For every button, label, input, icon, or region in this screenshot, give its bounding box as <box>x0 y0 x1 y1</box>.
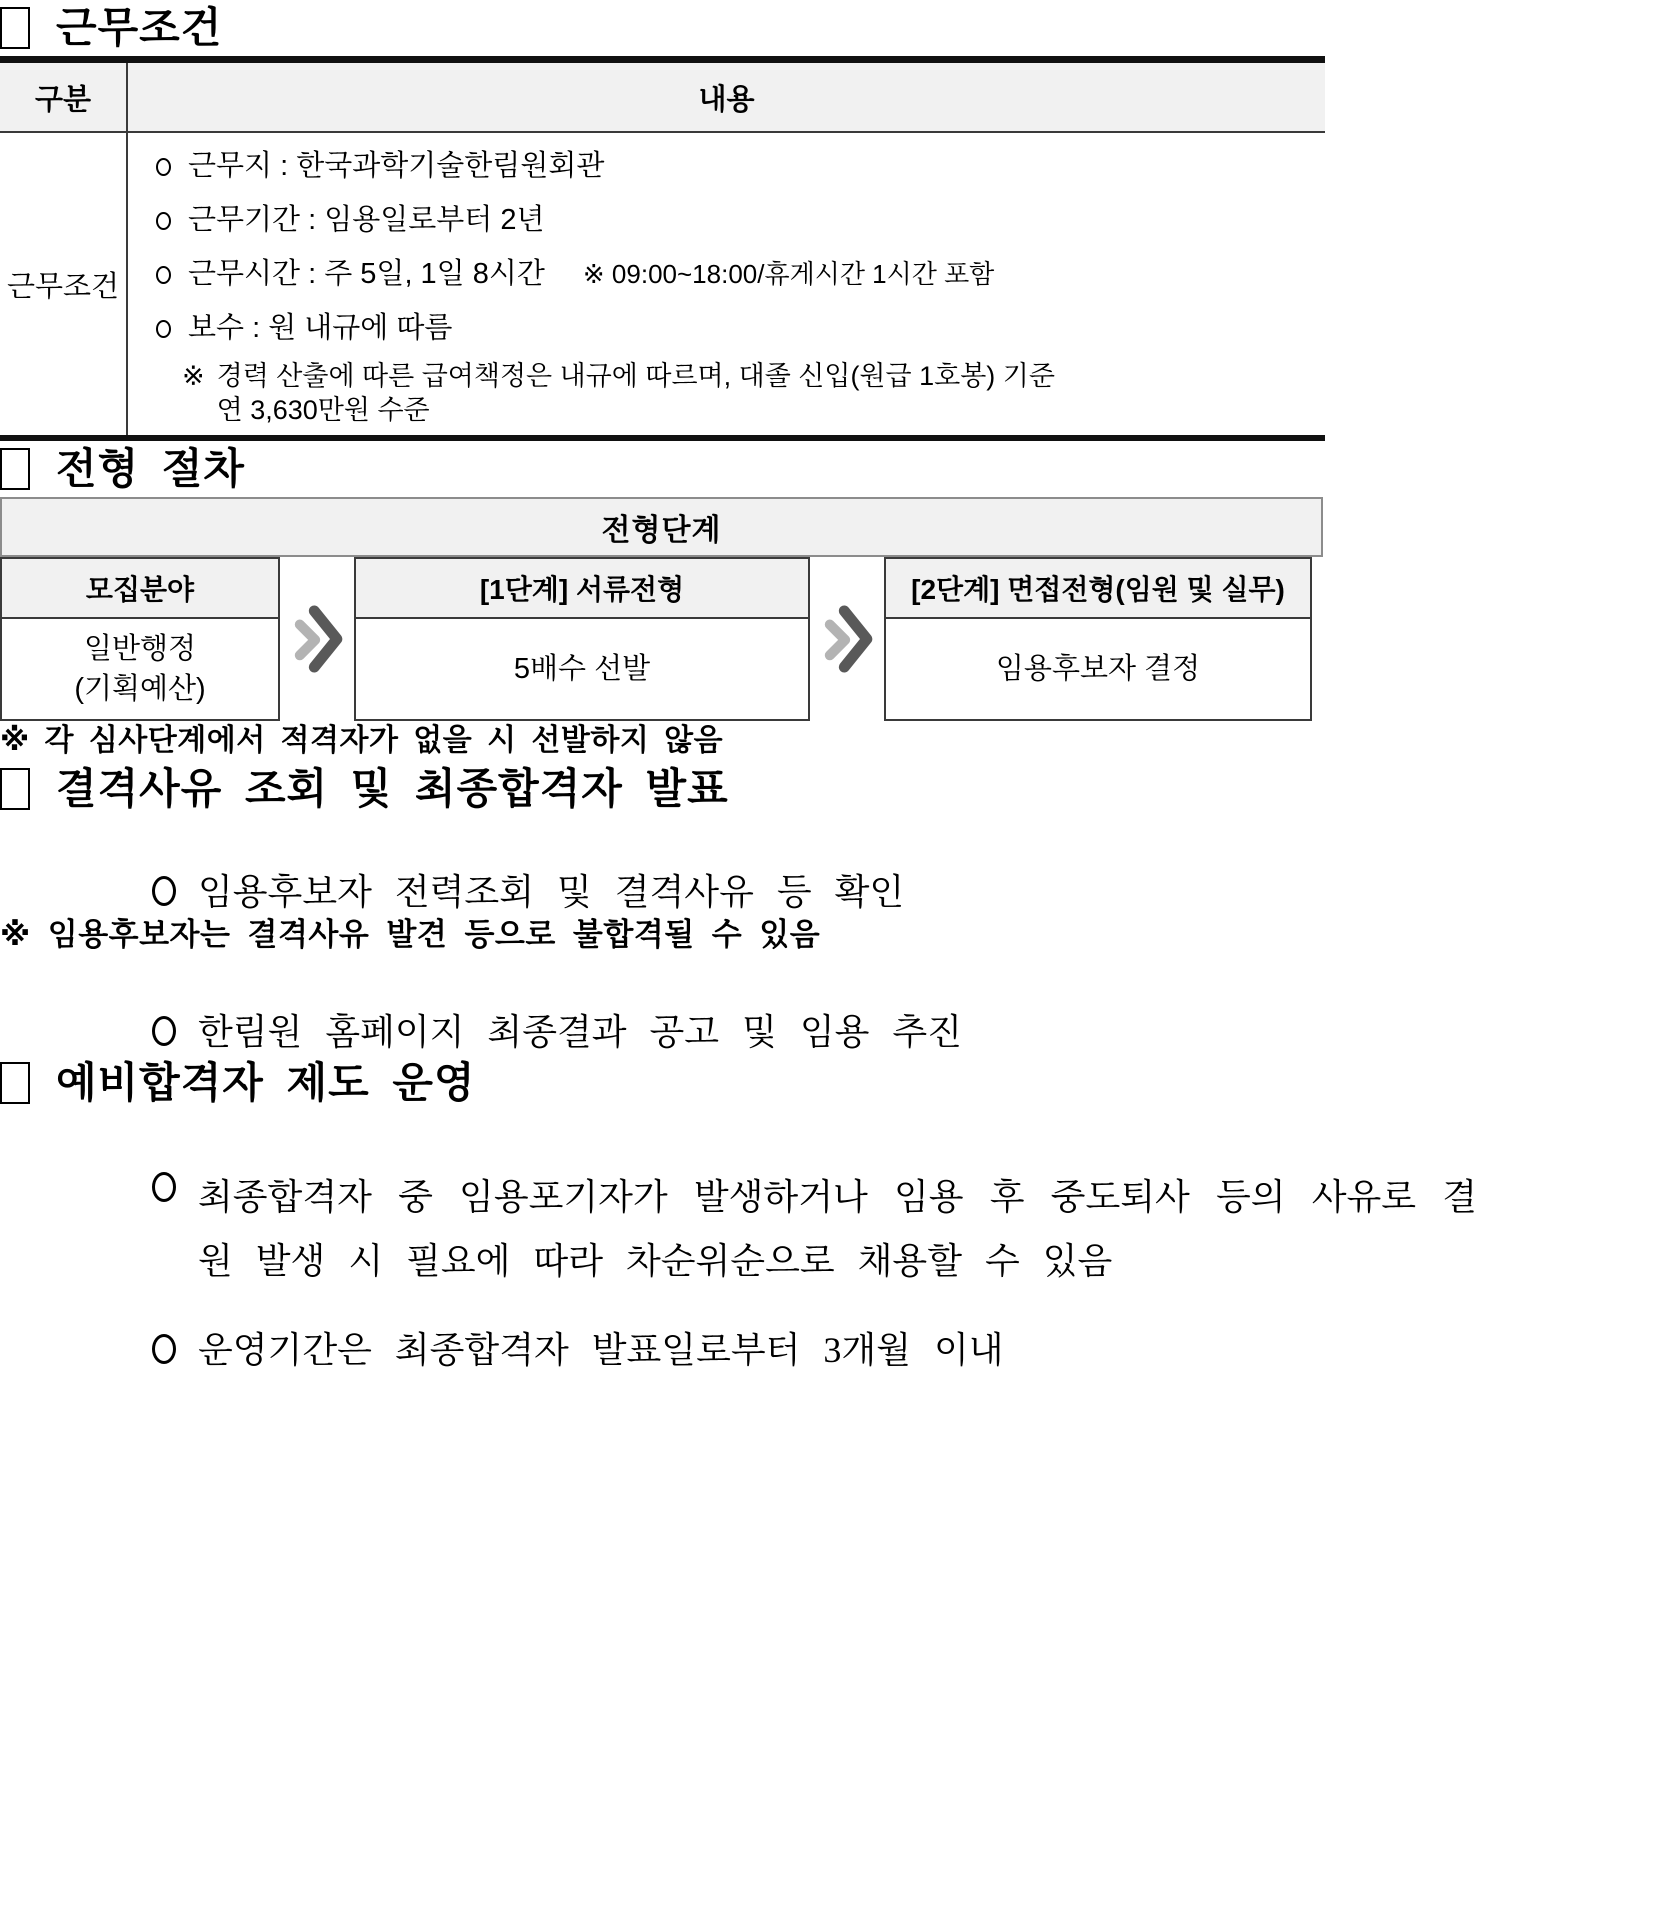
step-interview <box>884 557 1312 721</box>
reserve-bullet-duration: 운영기간은 최종합격자 발표일로부터 3개월 이내 <box>152 1327 1653 1373</box>
work-conditions-heading-label: 근무조건 <box>56 4 223 51</box>
reference-mark-icon: ※ <box>182 361 205 391</box>
table-row-content <box>128 133 1325 435</box>
work-hours-note: ※ 09:00~18:00/휴게시간 1시간 포함 <box>582 259 995 289</box>
step-recruit-field <box>0 557 280 721</box>
result-bullet-note: ※ 임용후보자는 결격사유 발견 등으로 불합격될 수 있음 <box>0 917 821 952</box>
work-conditions-heading <box>0 0 1653 56</box>
selection-note: ※ 각 심사단계에서 적격자가 없을 시 선발하지 않음 <box>0 724 724 757</box>
section-square-icon <box>0 768 30 810</box>
step-body: 5배수 선발 <box>513 653 651 685</box>
work-item-pay: 보수 : 원 내규에 따름 <box>156 301 1325 355</box>
double-chevron-right-icon <box>818 598 876 680</box>
table-body-row <box>0 133 1325 435</box>
step-body: 임용후보자 결정 <box>995 653 1201 685</box>
work-item-period: 근무기간 : 임용일로부터 2년 <box>156 193 1325 247</box>
work-item-hours: 근무시간 : 주 5일, 1일 8시간 ※ 09:00~18:00/휴게시간 1시간 포함 <box>156 247 1325 301</box>
table-row-label: 근무조건 <box>0 133 128 435</box>
circle-bullet-icon <box>156 266 171 284</box>
salary-footnote-text: 경력 산출에 따른 급여책정은 내규에 따르며, 대졸 신입(원급 1호봉) 기준 연 3,630만원 수준 <box>216 361 1055 425</box>
step-header: [2단계] 면접전형(임원 및 실무) <box>886 559 1310 619</box>
work-conditions-table <box>0 56 1325 441</box>
step-body: 일반행정 (기획예산) <box>74 633 206 705</box>
section-square-icon <box>0 448 30 490</box>
result-bullet-announce: 한림원 홈페이지 최종결과 공고 및 임용 추진 <box>152 1009 1653 1055</box>
reserve-candidate-heading <box>0 1055 1653 1111</box>
selection-procedure-heading <box>0 441 1653 497</box>
step-header: [1단계] 서류전형 <box>356 559 808 619</box>
reserve-candidate-heading-label: 예비합격자 제도 운영 <box>56 1059 476 1106</box>
circle-bullet-icon <box>152 1016 176 1046</box>
selection-flow <box>0 557 1312 721</box>
flow-arrow-slot <box>810 557 884 721</box>
step-document-screening <box>354 557 810 721</box>
work-item-location: 근무지 : 한국과학기술한림원회관 <box>156 139 1325 193</box>
table-header-content: 내용 <box>698 83 755 116</box>
circle-bullet-icon <box>152 876 176 906</box>
section-square-icon <box>0 7 30 49</box>
circle-bullet-icon <box>152 1172 176 1202</box>
circle-bullet-icon <box>152 1334 176 1364</box>
table-header-category: 구분 <box>0 63 128 131</box>
disqualification-heading <box>0 761 1653 817</box>
double-chevron-right-icon <box>288 598 346 680</box>
selection-stage-bar: 전형단계 <box>0 497 1323 557</box>
flow-arrow-slot <box>280 557 354 721</box>
selection-procedure-heading-label: 전형 절차 <box>56 445 245 492</box>
section-square-icon <box>0 1062 30 1104</box>
circle-bullet-icon <box>156 320 171 338</box>
circle-bullet-icon <box>156 158 171 176</box>
reserve-bullet-vacancy: 최종합격자 중 임용포기자가 발생하거나 임용 후 중도퇴사 등의 사유로 결원 발생 시 필요에 따라 차순위순으로 채용할 수 있음 <box>152 1165 1653 1293</box>
circle-bullet-icon <box>156 212 171 230</box>
table-header-row <box>0 63 1325 133</box>
step-header: 모집분야 <box>2 559 278 619</box>
salary-footnote <box>156 359 1325 427</box>
result-bullet-check: 임용후보자 전력조회 및 결격사유 등 확인 <box>152 869 1653 915</box>
disqualification-heading-label: 결격사유 조회 및 최종합격자 발표 <box>56 765 729 812</box>
